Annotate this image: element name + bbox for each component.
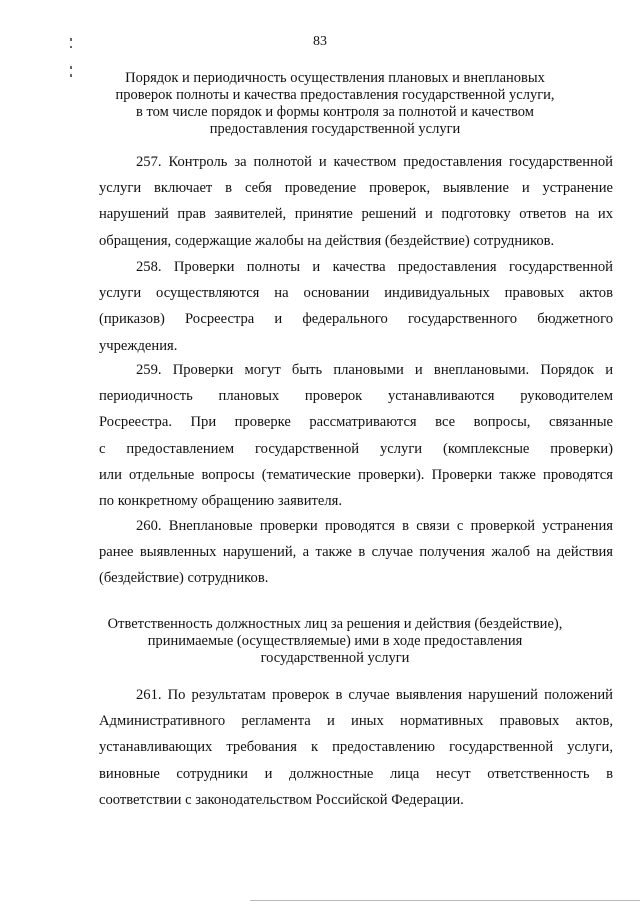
text-line: услуги включает в себя проведение проверок, выявление и устранение xyxy=(99,180,613,197)
heading-line: принимаемые (осуществляемые) ими в ходе предоставления xyxy=(147,633,523,649)
text-line: ранее выявленных нарушений, а также в случае получения жалоб на действия xyxy=(99,544,613,561)
text-line: соответствии с законодательством Российской Федерации. xyxy=(99,791,464,808)
text-line: 260. Внеплановые проверки проводятся в связи с проверкой устранения xyxy=(136,518,613,534)
heading-line: Порядок и периодичность осуществления плановых и внеплановых xyxy=(125,70,545,86)
text-line: с предоставлением государственной услуги (комплексные проверки) xyxy=(99,440,613,457)
heading-line: предоставления государственной услуги xyxy=(209,121,461,137)
text-line: виновные сотрудники и должностные лица несут ответственность в xyxy=(99,765,613,782)
text-line: Росреестра. При проверке рассматриваются все вопросы, связанные xyxy=(99,414,613,431)
text-line: 261. По результатам проверок в случае выявления нарушений положений xyxy=(136,687,613,703)
heading-line: в том числе порядок и формы контроля за полнотой и качеством xyxy=(136,104,534,120)
text-line: или отдельные вопросы (тематические проверки). Проверки также проводятся xyxy=(99,466,613,483)
text-line: (бездействие) сотрудников. xyxy=(99,570,269,587)
scan-mark xyxy=(70,66,72,69)
page-number: 83 xyxy=(313,34,327,49)
text-line: по конкретному обращению заявителя. xyxy=(99,492,342,509)
text-line: периодичность плановых проверок устанавливаются руководителем xyxy=(99,388,613,405)
text-line: (приказов) Росреестра и федерального государственного бюджетного xyxy=(99,311,613,328)
text-line: 258. Проверки полноты и качества предоставления государственной xyxy=(136,259,613,275)
text-line: устанавливающих требования к предоставлению государственной услуги, xyxy=(99,739,613,756)
paragraph-257 xyxy=(99,149,613,254)
section-heading-responsibility xyxy=(100,616,570,667)
text-line: нарушений прав заявителей, принятие решений и подготовку ответов на их xyxy=(99,206,613,223)
paragraph-261 xyxy=(99,682,613,813)
text-line: обращения, содержащие жалобы на действия (бездействие) сотрудников. xyxy=(99,232,555,249)
text-line: Административного регламента и иных нормативных правовых актов, xyxy=(99,713,613,730)
paragraph-258 xyxy=(99,254,613,359)
scan-mark xyxy=(70,74,72,77)
paragraph-260 xyxy=(99,513,613,592)
paragraph-259 xyxy=(99,357,613,514)
heading-line: государственной услуги xyxy=(260,650,410,666)
scan-edge xyxy=(250,900,640,901)
text-line: учреждения. xyxy=(99,337,178,354)
text-line: 259. Проверки могут быть плановыми и внеплановыми. Порядок и xyxy=(136,362,613,378)
heading-line: проверок полноты и качества предоставления государственной услуги, xyxy=(115,87,555,103)
text-line: услуги осуществляются на основании индивидуальных правовых актов xyxy=(99,285,613,302)
section-heading-control xyxy=(100,70,570,138)
heading-line: Ответственность должностных лиц за решения и действия (бездействие), xyxy=(107,616,563,632)
text-line: 257. Контроль за полнотой и качеством предоставления государственной xyxy=(136,154,613,170)
